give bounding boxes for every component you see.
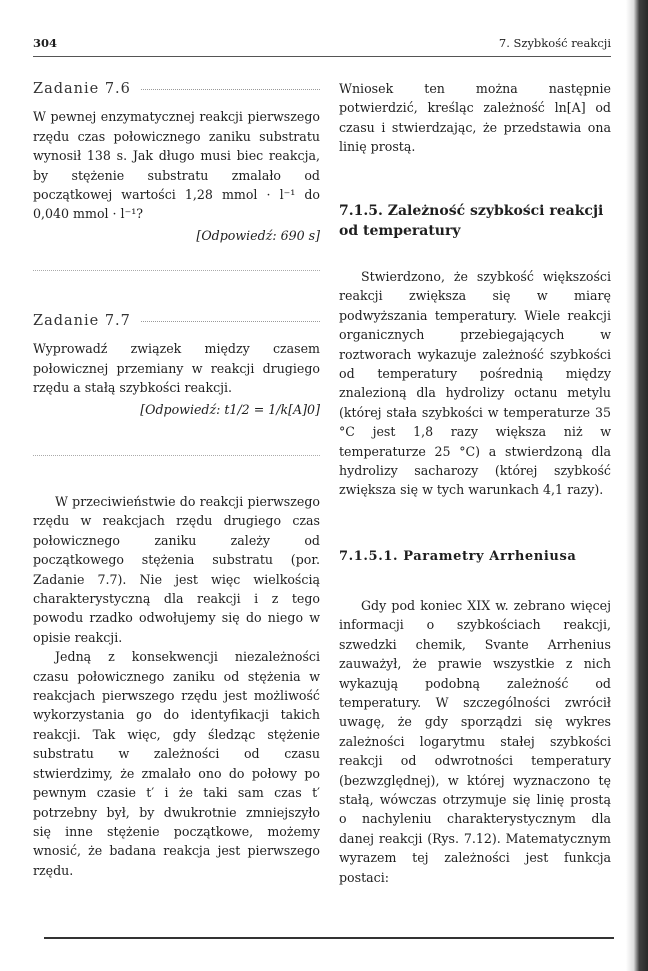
exercise-7-6-title xyxy=(33,80,320,99)
paragraph-arrhenius: Gdy pod koniec XIX w. zebrano więcej informacji o szybkościach reakcji, szwedzki chemik, Svante Arrhenius zauważył, że prawie wszystkie z nich wykazują podobną zależność od temperatury. W szczególności zwrócił uwagę, że gdy sporządzi się wykres zależności logarytmu stałej szybkości reakcji od odwrotności temperatury (bezwzględnej), w której wyznaczono tę stałą, wówczas otrzymuje się linię prostą o nachyleniu charakterystycznym dla danej reakcji (Rys. 7.12). Matematycznym wyrazem tej zależności jest funkcja postaci: xyxy=(339,598,611,885)
exercise-7-7-answer: [Odpowiedź: t1/2 = 1/k[A]0] xyxy=(140,401,320,417)
chapter-title: 7. Szybkość reakcji xyxy=(498,36,611,50)
paragraph-half-life-second-order: W przeciwieństwie do reakcji pierwszego rzędu w reakcjach rzędu drugiego czas połowicznego zaniku zależy od początkowego stężenia substratu (por. Zadanie 7.7). Nie jest więc wielkością charakterystyczną dla reakcji i z tego powodu rzadko odwołujemy się do niego w opisie reakcji. xyxy=(33,494,320,645)
exercise-7-7-title-text: Zadanie 7.7 xyxy=(33,313,131,329)
exercise-7-7-text: Wyprowadź związek między czasem połowicznej przemiany w reakcji drugiego rzędu a stałą szybkości reakcji. xyxy=(33,341,320,396)
exercise-7-7-box xyxy=(33,312,320,419)
right-intro-text xyxy=(339,79,611,157)
paragraph-temperature-dependence: Stwierdzono, że szybkość większości reakcji zwiększa się w miarę podwyższania temperatury. Wiele reakcji organicznych przebiegających w roztworach wykazuje zależność szybkości od temperatury pośrednią między znalezioną dla hydrolizy octanu metylu (której stała szybkości w temperaturze 35 °C jest 1,8 razy większa niż w temperaturze 25 °C) a stwierdzoną dla hydrolizy sacharozy (której szybkość zwiększa się w tych warunkach 4,1 razy). xyxy=(339,269,611,498)
header-divider xyxy=(33,56,611,57)
subsection-7-1-5-1-body xyxy=(339,596,611,887)
left-body-text xyxy=(33,492,320,880)
exercise-7-7-title xyxy=(33,312,320,331)
exercise-7-6-title-text: Zadanie 7.6 xyxy=(33,81,131,97)
exercise-divider xyxy=(33,270,320,271)
section-title-7-1-5: 7.1.5. Zależność szybkości reakcji od temperatury xyxy=(339,203,604,239)
title-rule xyxy=(141,321,320,322)
exercise-divider xyxy=(33,455,320,456)
running-header xyxy=(33,36,611,54)
title-rule xyxy=(141,89,320,90)
subsection-title-7-1-5-1: 7.1.5.1. Parametry Arrheniusa xyxy=(339,549,577,564)
exercise-7-6-box xyxy=(33,80,320,245)
scan-edge-shadow xyxy=(626,0,648,971)
paragraph-half-life-first-order: Jedną z konsekwencji niezależności czasu połowicznego zaniku od stężenia w reakcjach pierwszego rzędu jest możliwość wykorzystania go do identyfikacji takich reakcji. Tak więc, gdy śledząc stężenie substratu w zależności od czasu stwierdzimy, że zmalało ono do połowy po pewnym czasie t′ i że taki sam czas t′ potrzebny był, by dwukrotnie zmniejszyło się inne stężenie początkowe, możemy wnosić, że badana reakcja jest pierwszego rzędu. xyxy=(33,649,320,878)
exercise-7-6-text: W pewnej enzymatycznej reakcji pierwszego rzędu czas połowicznego zaniku substratu wynosił 138 s. Jak długo musi biec reakcja, by stężenie substratu zmalało od początkowej wartości 1,28 mmol · l⁻¹ do 0,040 mmol · l⁻¹? xyxy=(33,109,320,222)
exercise-7-6-answer: [Odpowiedź: 690 s] xyxy=(196,227,320,243)
section-7-1-5-body xyxy=(339,267,611,500)
paragraph-conclusion: Wniosek ten można następnie potwierdzić, kreśląc zależność ln[A] od czasu i stwierdzając, że przedstawia ona linię prostą. xyxy=(339,81,611,155)
page-number: 304 xyxy=(33,36,58,50)
footer-rule xyxy=(44,937,614,939)
